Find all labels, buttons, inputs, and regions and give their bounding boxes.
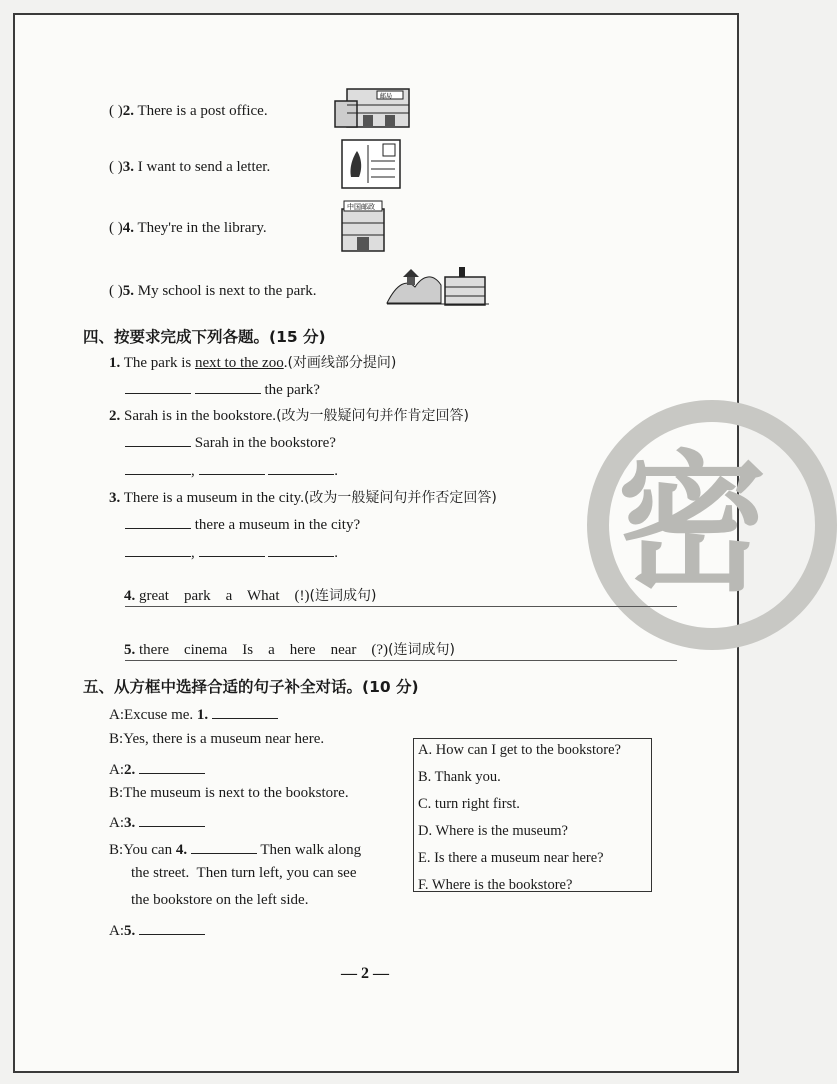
answer-blank[interactable] (125, 379, 191, 394)
dialogue-line-7: A:5. (109, 920, 205, 940)
answer-blank[interactable] (191, 839, 257, 854)
answer-blank[interactable] (199, 542, 265, 557)
part3-item-2: ( )2. There is a post office. (109, 103, 268, 119)
answer-blank[interactable] (139, 920, 205, 935)
svg-text:中国邮政: 中国邮政 (347, 203, 375, 211)
option-f: F. Where is the bookstore? (418, 877, 573, 893)
page-number: — 2 — (341, 965, 389, 982)
stamp-character: 密 (617, 438, 768, 612)
answer-paren[interactable]: ( ) (109, 220, 123, 236)
part4-q1: 1. The park is next to the zoo.(对画线部分提问) (109, 355, 397, 371)
option-a: A. How can I get to the bookstore? (418, 742, 621, 758)
part3-item-5: ( )5. My school is next to the park. (109, 283, 317, 299)
part5-heading: 五、从方框中选择合适的句子补全对话。(10 分) (83, 678, 419, 696)
part4-q3-reply: , . (125, 542, 338, 562)
options-box (413, 738, 652, 892)
answer-blank[interactable] (199, 460, 265, 475)
part4-heading: 四、按要求完成下列各题。(15 分) (83, 328, 326, 346)
answer-line[interactable] (125, 606, 677, 607)
part4-q5: 5. there cinema Is a here near (?)(连词成句) (124, 642, 455, 658)
answer-blank[interactable] (268, 460, 334, 475)
answer-paren[interactable]: ( ) (109, 283, 123, 299)
answer-blank[interactable] (125, 432, 191, 447)
part3-item-3: ( )3. I want to send a letter. (109, 159, 271, 175)
post-office-illustration (333, 85, 415, 131)
answer-blank[interactable] (212, 704, 278, 719)
dialogue-line-6-cont-1: the street. Then turn left, you can see (131, 865, 357, 881)
answer-line[interactable] (125, 660, 677, 661)
part4-q1-answer: the park? (125, 379, 320, 399)
answer-paren[interactable]: ( ) (109, 159, 123, 175)
part4-q2: 2. Sarah is in the bookstore.(改为一般疑问句并作肯定回答) (109, 408, 469, 424)
dialogue-line-3: A:2. (109, 759, 205, 779)
answer-blank[interactable] (125, 542, 191, 557)
option-d: D. Where is the museum? (418, 823, 568, 839)
dialogue-line-4: B:The museum is next to the bookstore. (109, 785, 349, 801)
part4-q2-reply: , . (125, 460, 338, 480)
answer-blank[interactable] (139, 759, 205, 774)
answer-blank[interactable] (125, 514, 191, 529)
worksheet-page (13, 13, 768, 1073)
answer-blank[interactable] (268, 542, 334, 557)
part4-q3: 3. There is a museum in the city.(改为一般疑问句并作否定回答) (109, 490, 497, 506)
park-school-illustration (385, 263, 491, 307)
dialogue-line-6-cont-2: the bookstore on the left side. (131, 892, 309, 908)
svg-text:邮局: 邮局 (380, 93, 393, 100)
part4-q4: 4. great park a What (!)(连词成句) (124, 588, 377, 604)
dialogue-line-1: A:Excuse me. 1. (109, 704, 278, 724)
postcard-illustration (341, 139, 401, 189)
answer-blank[interactable] (195, 379, 261, 394)
library-illustration (339, 199, 387, 253)
dialogue-line-5: A:3. (109, 812, 205, 832)
dialogue-line-6: B:You can 4. Then walk along (109, 839, 361, 859)
option-c: C. turn right first. (418, 796, 520, 812)
part3-item-4: ( )4. They're in the library. (109, 220, 267, 236)
part4-q3-question: there a museum in the city? (125, 514, 360, 534)
answer-paren[interactable]: ( ) (109, 103, 123, 119)
option-b: B. Thank you. (418, 769, 501, 785)
option-e: E. Is there a museum near here? (418, 850, 604, 866)
answer-blank[interactable] (125, 460, 191, 475)
part4-q2-question: Sarah in the bookstore? (125, 432, 336, 452)
answer-blank[interactable] (139, 812, 205, 827)
dialogue-line-2: B:Yes, there is a museum near here. (109, 731, 325, 747)
